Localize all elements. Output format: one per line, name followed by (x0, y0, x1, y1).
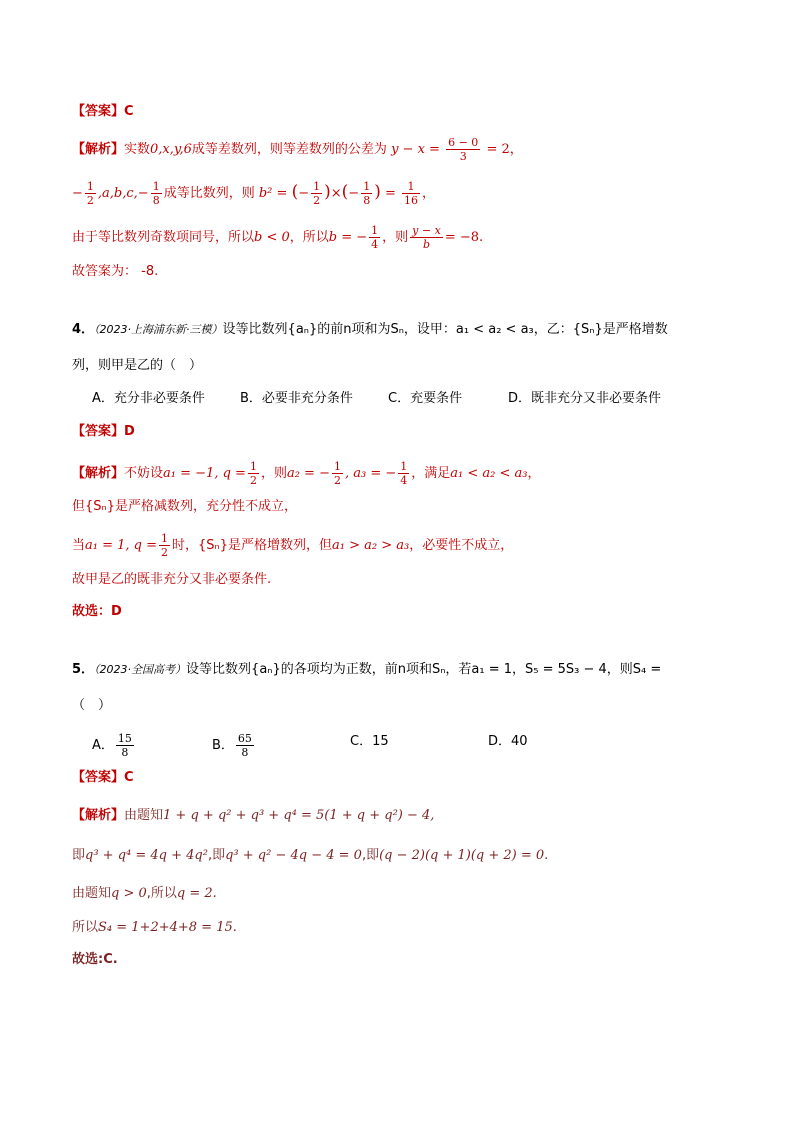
answer-value: C (124, 104, 134, 119)
q3-analysis-line-3: 由于等比数列奇数项同号，所以b < 0，所以b = − $\frac{1}{4}$ ，则 $\frac{y - x}{b}$ = −8. (72, 224, 484, 251)
q5-option-b[interactable]: B． $\frac{65}{8}$ (212, 732, 252, 759)
fraction: $\frac{y - x}{b}$ (412, 224, 441, 251)
q4-option-c[interactable]: C．充要条件 (388, 391, 463, 406)
fraction: $\frac{1}{4}$ (400, 460, 408, 487)
q4-choose-line: 故选：D (72, 604, 122, 619)
q4-analysis-line-2: 但{Sₙ}是严格减数列，充分性不成立， (72, 499, 297, 514)
q5-answer-line: 【答案】C (72, 770, 134, 785)
question-text: 设等比数列{aₙ}的各项均为正数，前n项和Sₙ，若a₁ = 1，S₅ = 5S₃ − 4，则S₄ = (186, 662, 662, 677)
q4-answer-line: 【答案】D (72, 424, 135, 439)
question-source: （2023·全国高考） (94, 663, 187, 676)
q5-option-c[interactable]: C．15 (350, 734, 389, 749)
q5-stem-line-2: （ ） (72, 698, 112, 713)
fraction: $\frac{1}{2}$ (249, 460, 257, 487)
q3-answer-line (72, 102, 134, 122)
fraction: $\frac{1}{2}$ (333, 460, 341, 487)
q4-analysis-line-4: 故甲是乙的既非充分又非必要条件. (72, 572, 272, 587)
answer-tag: 【答案】 (72, 104, 125, 119)
q5-option-a[interactable]: A． $\frac{15}{8}$ (92, 732, 132, 759)
question-number: 5． (72, 662, 95, 677)
q5-analysis-line-1: 【解析】由题知1 + q + q² + q³ + q⁴ = 5(1 + q + q²) − 4, (72, 808, 435, 823)
q5-analysis-line-2: 即q³ + q⁴ = 4q + 4q²,即q³ + q² − 4q − 4 = 0,即(q − 2)(q + 1)(q + 2) = 0. (72, 848, 549, 863)
fraction: $\frac{1}{8}$ (363, 180, 371, 207)
q4-stem-line-2: 列，则甲是乙的（ ） (72, 358, 203, 373)
q4-option-d[interactable]: D．既非充分又非必要条件 (508, 391, 662, 406)
q4-analysis-line-3: 当a₁ = 1, q = $\frac{1}{2}$ 时，{Sₙ}是严格增数列，但a₁ > a₂ > a₃，必要性不成立， (72, 532, 514, 559)
q4-option-b[interactable]: B．必要非充分条件 (240, 391, 353, 406)
q4-analysis-line-1: 【解析】不妨设a₁ = −1, q = $\frac{1}{2}$ ，则a₂ = − $\frac{1}{2}$ , a₃ = − $\frac{1}{4}$ ，满足a₁ < a₂ < a₃， (72, 460, 541, 487)
q5-choose-line: 故选:C. (72, 952, 118, 967)
fraction: $\frac{6 - 0}{3}$ (448, 136, 479, 163)
q5-stem-line-1 (72, 660, 661, 680)
q5-option-d[interactable]: D．40 (488, 734, 528, 749)
q4-option-a[interactable]: A．充分非必要条件 (92, 391, 205, 406)
fraction: $\frac{1}{8}$ (152, 180, 160, 207)
q3-final-answer: 故答案为： -8. (72, 264, 159, 279)
fraction: $\frac{1}{2}$ (161, 532, 169, 559)
q5-analysis-line-4: 所以S₄ = 1+2+4+8 = 15. (72, 920, 237, 935)
question-source: （2023·上海浦东新·三模） (94, 323, 223, 336)
answer-value: C (124, 770, 134, 785)
analysis-tag: 【解析】 (72, 142, 125, 157)
fraction: $\frac{1}{16}$ (404, 180, 419, 207)
question-text: 设等比数列{aₙ}的前n项和为Sₙ，设甲：a₁ < a₂ < a₃，乙：{Sₙ}是严格增数 (222, 322, 668, 337)
answer-value: D (124, 424, 135, 439)
fraction: $\frac{1}{2}$ (313, 180, 321, 207)
question-number: 4． (72, 322, 95, 337)
q3-analysis-line-2: − $\frac{1}{2}$ ,a,b,c,− $\frac{1}{8}$ 成等比数列，则 b² = (− $\frac{1}{2}$ )×(− $\frac{1}{8}$ ) = $\frac{1}{16}$ ， (72, 180, 436, 207)
q5-analysis-line-3: 由题知q > 0,所以q = 2. (72, 886, 217, 901)
q3-analysis-line-1: 【解析】实数0,x,y,6成等差数列，则等差数列的公差为 y − x = $\frac{6 - 0}{3}$ = 2， (72, 136, 523, 163)
fraction: $\frac{1}{2}$ (86, 180, 94, 207)
fraction: $\frac{1}{4}$ (371, 224, 379, 251)
q4-stem-line-1 (72, 320, 668, 340)
